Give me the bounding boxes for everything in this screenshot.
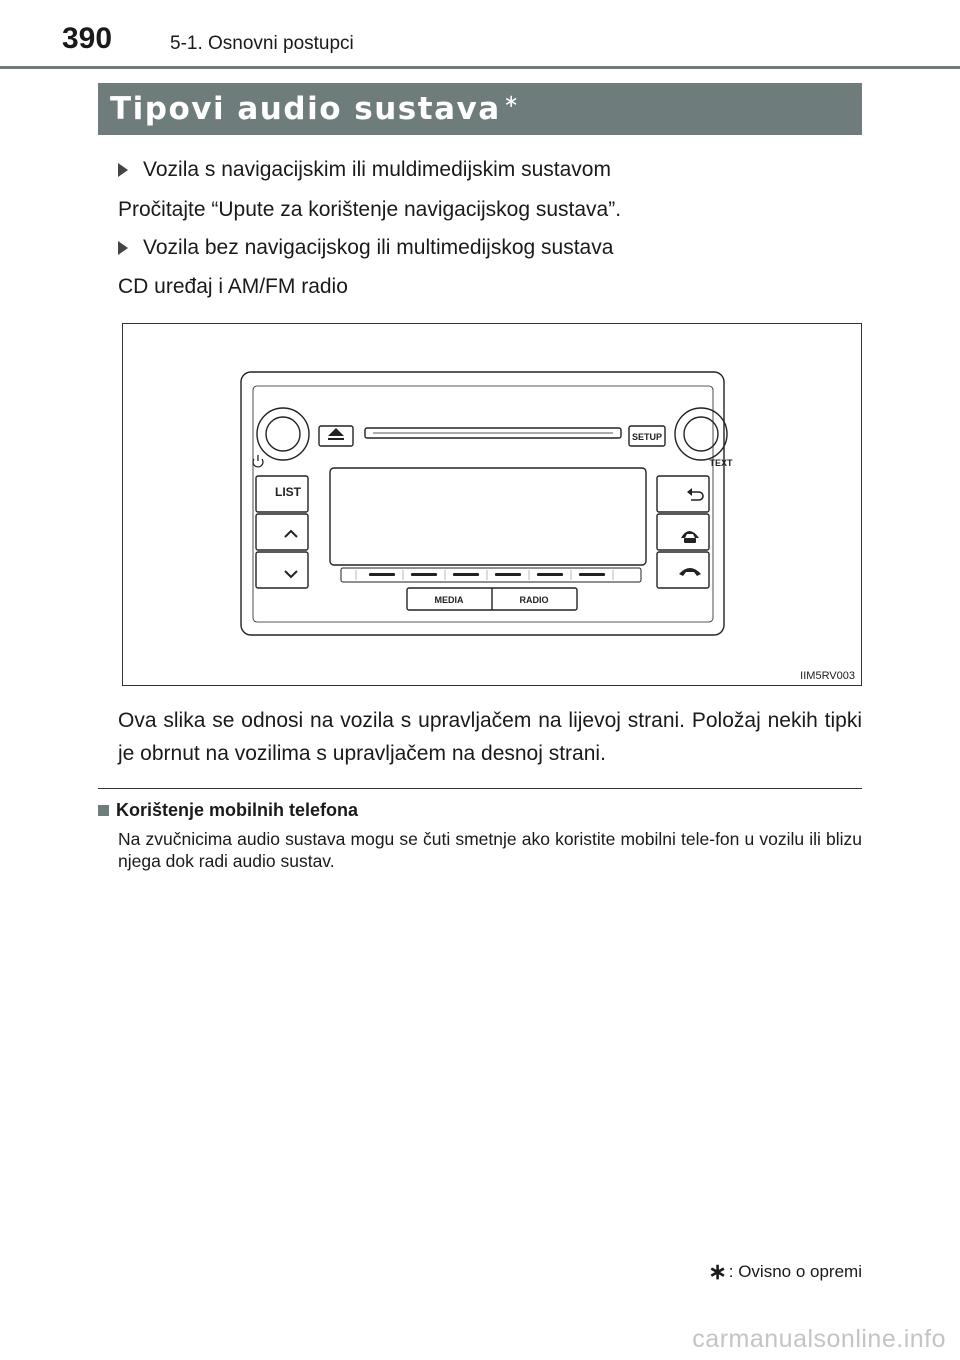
- page-number: 390: [62, 22, 113, 55]
- page-title: Tipovi audio sustava: [110, 91, 501, 127]
- radio-label: RADIO: [519, 595, 549, 605]
- bullet-text: Vozila s navigacijskim ili muldimedijskim sustavom: [143, 158, 611, 181]
- audio-unit-illustration: [123, 324, 860, 684]
- figure-caption: Ova slika se odnosi na vozila s upravljačem na lijevoj strani. Položaj nekih tipki je obrnut na vozilima s upravljačem na desnoj strani.: [118, 709, 862, 765]
- arrow-icon: [118, 241, 128, 255]
- arrow-icon: [118, 163, 128, 177]
- paragraph-cd-radio: CD uređaj i AM/FM radio: [118, 275, 348, 298]
- text-label: TEXT: [709, 458, 733, 468]
- paragraph-navigation: Pročitajte “Upute za korištenje navigacijskog sustava”.: [118, 198, 622, 221]
- audio-unit-figure: [122, 323, 862, 686]
- setup-label: SETUP: [631, 432, 663, 442]
- bullet-no-navigation: [118, 236, 613, 260]
- bullet-navigation: [118, 158, 611, 182]
- divider: [98, 788, 862, 789]
- title-asterisk: ∗: [503, 91, 519, 111]
- title-bar: [98, 83, 862, 135]
- note-heading: [98, 800, 358, 821]
- media-label: MEDIA: [434, 595, 464, 605]
- section-label: 5-1. Osnovni postupci: [170, 33, 354, 54]
- figure-code: IIM5RV003: [800, 670, 855, 682]
- header-rule: [0, 66, 960, 69]
- watermark: carmanualsonline.info: [692, 1325, 946, 1353]
- list-label: LIST: [275, 485, 301, 499]
- footnote: [708, 1259, 862, 1285]
- note-body: Na zvučnicima audio sustava mogu se čuti smetnje ako koristite mobilni tele-fon u vozilu ili blizu njega dok radi audio sustav.: [118, 829, 862, 871]
- footnote-asterisk: ∗: [708, 1259, 727, 1284]
- footnote-text: : Ovisno o opremi: [728, 1262, 862, 1281]
- square-bullet-icon: [98, 805, 109, 816]
- note-heading-text: Korištenje mobilnih telefona: [116, 800, 359, 820]
- bullet-text: Vozila bez navigacijskog ili multimedijskog sustava: [143, 236, 614, 259]
